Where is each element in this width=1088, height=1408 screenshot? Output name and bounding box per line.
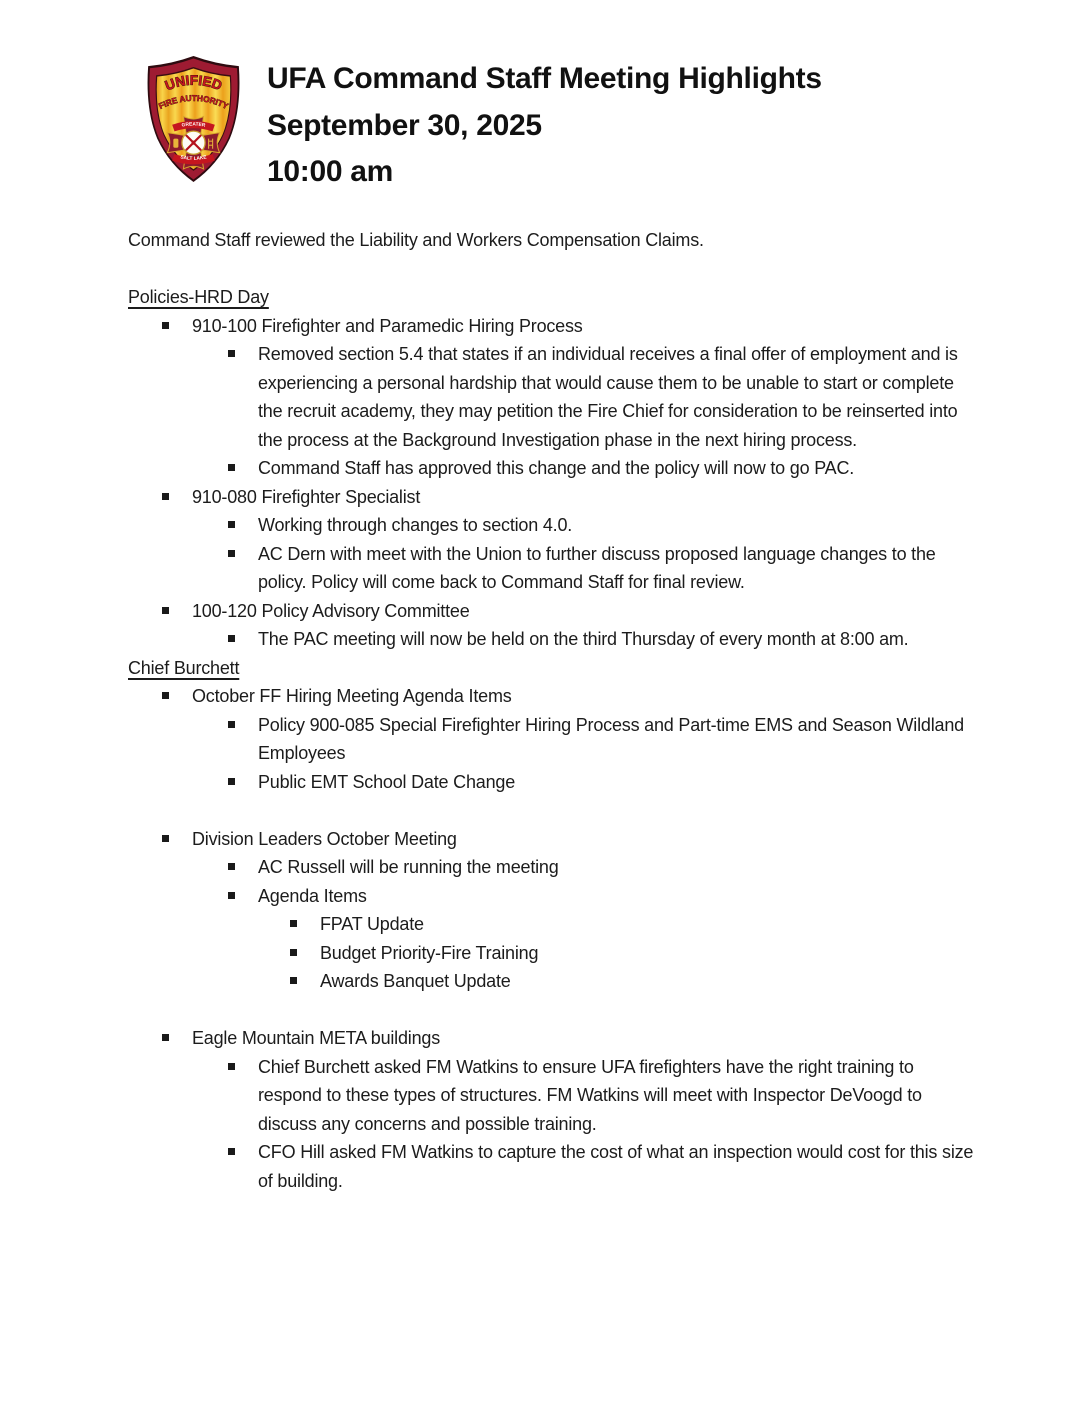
section-heading-chief-burchett: Chief Burchett	[128, 657, 240, 678]
list-item	[128, 1138, 974, 1195]
bullet-square-icon	[228, 1148, 235, 1155]
ufa-logo	[143, 54, 244, 184]
list-item-text: Removed section 5.4 that states if an individual receives a final offer of employment and is experiencing a personal hardship that would cause them to be unable to start or complete the recruit academy, they may petition the Fire Chief for consideration to be reinserted into the process at the Background Investigation phase in the next hiring process.	[258, 344, 958, 450]
bullet-square-icon	[290, 949, 297, 956]
list-item-text: FPAT Update	[320, 914, 424, 934]
bullet-square-icon	[228, 892, 235, 899]
blank-line	[128, 255, 974, 284]
logo-banner-lower-text: SALT LAKE	[179, 155, 208, 162]
list-item-text: CFO Hill asked FM Watkins to capture the cost of what an inspection would cost for this size of building.	[258, 1142, 974, 1191]
list-item-text: 910-100 Firefighter and Paramedic Hiring Process	[192, 315, 583, 336]
bullet-square-icon	[228, 521, 235, 528]
list-item-text: Command Staff has approved this change and the policy will now to go PAC.	[258, 458, 855, 478]
blank-line	[128, 796, 974, 825]
list-item	[128, 1053, 974, 1139]
list-item	[128, 312, 974, 341]
document-header	[143, 54, 822, 196]
list-item	[128, 711, 974, 768]
list-item	[128, 340, 974, 454]
list-item	[128, 540, 974, 597]
list-item-text: Public EMT School Date Change	[258, 771, 516, 792]
list-item-text: AC Russell will be running the meeting	[258, 857, 559, 877]
title-block	[267, 56, 822, 196]
blank-line	[128, 996, 974, 1025]
list-item-text: October FF Hiring Meeting Agenda Items	[192, 686, 512, 706]
bullet-square-icon	[228, 464, 235, 471]
list-item	[128, 625, 974, 654]
list-item-text: Division Leaders October Meeting	[192, 828, 457, 849]
document-time: 10:00 am	[267, 155, 394, 188]
list-item	[128, 483, 974, 512]
list-item	[128, 1024, 974, 1053]
document-content	[128, 226, 974, 1195]
bullet-square-icon	[228, 1063, 235, 1070]
list-item	[128, 454, 974, 483]
logo-hydrant-icon	[173, 139, 178, 148]
bullet-square-icon	[162, 1034, 169, 1041]
list-item-text: Budget Priority-Fire Training	[320, 942, 539, 963]
bullet-square-icon	[228, 863, 235, 870]
bullet-square-icon	[162, 607, 169, 614]
list-item-text: Chief Burchett asked FM Watkins to ensure UFA firefighters have the right training to respond to these types of structures. FM Watkins will meet with Inspector DeVoogd to discuss any concerns and possible training.	[258, 1056, 922, 1134]
list-item	[128, 511, 974, 540]
bullet-square-icon	[290, 920, 297, 927]
list-item	[128, 967, 974, 996]
bullet-square-icon	[228, 635, 235, 642]
list-item	[128, 910, 974, 939]
document-date: September 30, 2025	[267, 108, 542, 142]
list-item-text: Working through changes to section 4.0.	[258, 515, 573, 535]
list-item	[128, 882, 974, 911]
bullet-square-icon	[162, 322, 169, 329]
logo-text-fire-authority: FIRE AUTHORITY	[157, 93, 230, 111]
bullet-square-icon	[162, 493, 169, 500]
ufa-shield-icon	[143, 54, 244, 184]
section-heading-policies-hrd-day: Policies-HRD Day	[128, 287, 269, 307]
intro-paragraph: Command Staff reviewed the Liability and Workers Compensation Claims.	[128, 230, 704, 250]
list-item-text: The PAC meeting will now be held on the third Thursday of every month at 8:00 am.	[258, 629, 909, 649]
list-item	[128, 939, 974, 968]
list-item-text: 910-080 Firefighter Specialist	[192, 486, 421, 507]
bullet-square-icon	[228, 350, 235, 357]
list-item-text: AC Dern with meet with the Union to further discuss proposed language changes to the policy. Policy will come back to Command Staff for final review.	[258, 543, 936, 592]
list-item	[128, 853, 974, 882]
list-item-text: Awards Banquet Update	[320, 971, 511, 991]
bullet-square-icon	[228, 778, 235, 785]
list-item-text: Agenda Items	[258, 885, 367, 906]
bullet-square-icon	[162, 692, 169, 699]
bullet-square-icon	[228, 721, 235, 728]
list-item	[128, 597, 974, 626]
bullet-square-icon	[228, 550, 235, 557]
logo-text-unified: UNIFIED	[162, 72, 225, 94]
list-item	[128, 768, 974, 797]
list-item	[128, 825, 974, 854]
list-item	[128, 682, 974, 711]
bullet-square-icon	[162, 835, 169, 842]
list-item-text: Policy 900-085 Special Firefighter Hiring Process and Part-time EMS and Season Wildland Employees	[258, 714, 964, 763]
list-item-text: 100-120 Policy Advisory Committee	[192, 600, 470, 621]
logo-banner-upper-text: GREATER	[181, 122, 206, 129]
bullet-square-icon	[290, 977, 297, 984]
document-title: UFA Command Staff Meeting Highlights	[267, 62, 822, 95]
list-item-text: Eagle Mountain META buildings	[192, 1028, 441, 1048]
